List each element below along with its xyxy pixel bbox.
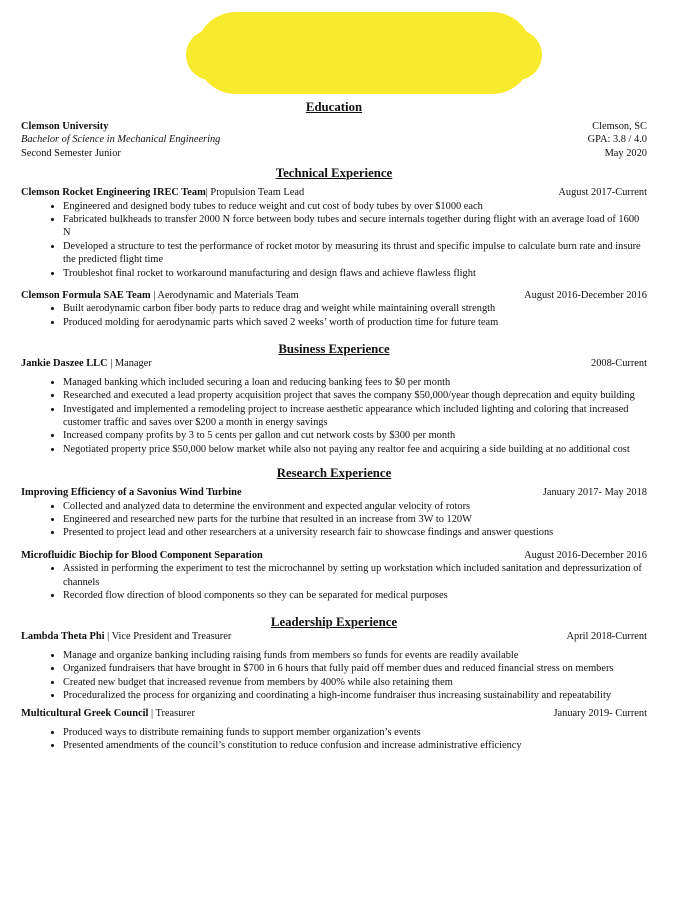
bullet-item: • Managed banking which included securing a loan and reducing banking fees to $0 per month — [63, 376, 647, 389]
bullet-item: • Increased company profits by 3 to 5 cents per gallon and cut network costs by $300 per month — [63, 429, 647, 442]
bullet-item: • Organized fundraisers that have brought in $700 in 6 hours that fully paid off member dues and reduced financial stress on members — [63, 662, 647, 675]
bullet-item: • Assisted in performing the experiment to test the microchannel by setting up workstation which included sanitation and depressurization of channels — [63, 562, 647, 589]
entry-org: Microfluidic Biochip for Blood Component Separation — [21, 549, 263, 561]
entry-date: August 2016-December 2016 — [524, 290, 647, 302]
entry-date: August 2017-Current — [558, 187, 647, 199]
entry-role: | Aerodynamic and Materials Team — [153, 290, 299, 302]
bullet-list — [21, 200, 647, 280]
entry-role: | Vice President and Treasurer — [107, 631, 232, 643]
entry-org: Clemson Formula SAE Team — [21, 290, 151, 302]
bullet-item: • Built aerodynamic carbon fiber body parts to reduce drag and weight while maintaining overall strength — [63, 302, 647, 315]
entry-org: Clemson Rocket Engineering IREC Team — [21, 187, 206, 199]
entry-date: April 2018-Current — [566, 631, 647, 643]
research-entry — [21, 549, 647, 603]
entry-role: | Manager — [110, 358, 152, 370]
name-redaction-highlight — [196, 12, 532, 94]
bullet-item: • Troubleshot final rocket to workaround manufacturing and design flaws and achieve flawless flight — [63, 267, 647, 280]
bullet-item: • Negotiated property price $50,000 below market while also not paying any realtor fee and acquiring a side building at no additional cost — [63, 443, 647, 456]
resume-content — [21, 99, 647, 753]
technical-entry — [21, 289, 647, 329]
bullet-item: • Produced ways to distribute remaining funds to support member organization’s events — [63, 726, 647, 739]
leadership-entry — [21, 707, 647, 752]
entry-org: Improving Efficiency of a Savonius Wind Turbine — [21, 487, 242, 499]
bullet-item: • Produced molding for aerodynamic parts which saved 2 weeks’ worth of production time for future team — [63, 316, 647, 329]
bullet-list — [21, 302, 647, 329]
entry-role: | Propulsion Team Lead — [205, 187, 305, 199]
bullet-item: • Collected and analyzed data to determine the environment and expected angular velocity of rotors — [63, 500, 647, 513]
bullet-list — [21, 726, 647, 753]
bullet-item: • Manage and organize banking including raising funds from members so funds for events are readily available — [63, 649, 647, 662]
bullet-item: • Researched and executed a lead property acquisition project that saves the company $50,000/year though deprecation and equity building — [63, 389, 647, 402]
class-standing: Second Semester Junior — [21, 147, 121, 159]
technical-heading: Technical Experience — [275, 166, 393, 181]
entry-date: 2008-Current — [591, 358, 647, 370]
degree: Bachelor of Science in Mechanical Engineering — [21, 134, 221, 146]
entry-org: Lambda Theta Phi — [21, 631, 105, 643]
research-heading: Research Experience — [276, 466, 392, 481]
research-entry — [21, 486, 647, 540]
bullet-item: • Proceduralized the process for organizing and coordinating a high-income fundraiser thus increasing sustainability and repeatability — [63, 689, 647, 702]
education-left — [21, 120, 220, 160]
bullet-item: • Engineered and designed body tubes to reduce weight and cut cost of body tubes by over $1000 each — [63, 200, 647, 213]
business-entry — [21, 357, 647, 456]
school-location: Clemson, SC — [592, 121, 647, 132]
bullet-list — [21, 562, 647, 602]
business-heading: Business Experience — [278, 342, 390, 357]
bullet-item: • Recorded flow direction of blood components so they can be separated for medical purposes — [63, 589, 647, 602]
entry-date: January 2019- Current — [553, 708, 647, 720]
gpa: GPA: 3.8 / 4.0 — [587, 134, 647, 146]
leadership-heading: Leadership Experience — [270, 615, 398, 630]
graduation-date: May 2020 — [604, 147, 647, 159]
bullet-item: • Investigated and implemented a remodeling project to increase aesthetic appearance which included lighting and coloring that increased customer traffic and saves over $200 a month in energy savings — [63, 403, 647, 430]
entry-date: January 2017- May 2018 — [542, 487, 647, 499]
entry-org: Multicultural Greek Council — [21, 708, 149, 720]
school-name: Clemson University — [21, 121, 109, 132]
entry-org: Jankie Daszee LLC — [21, 358, 108, 370]
education-right — [588, 120, 647, 160]
bullet-item: • Presented to project lead and other researchers at a university research fair to showcase findings and answer questions — [63, 526, 647, 539]
bullet-list — [21, 500, 647, 540]
bullet-list — [21, 649, 647, 703]
bullet-item: • Created new budget that increased revenue from members by 400% while also retaining them — [63, 676, 647, 689]
education-heading: Education — [305, 100, 363, 114]
entry-date: August 2016-December 2016 — [524, 549, 647, 561]
bullet-item: • Fabricated bulkheads to transfer 2000 N force between body tubes and secure internals together during flight with an average load of 1600 N — [63, 213, 647, 240]
entry-role: | Treasurer — [151, 708, 195, 720]
leadership-entry — [21, 630, 647, 702]
education-block — [21, 120, 647, 160]
technical-entry — [21, 186, 647, 280]
bullet-item: • Presented amendments of the council’s constitution to reduce confusion and increase administrative efficiency — [63, 739, 647, 752]
bullet-item: • Developed a structure to test the performance of rocket motor by measuring its thrust and specific impulse to calculate burn rate and insure the predicted flight time — [63, 240, 647, 267]
bullet-list — [21, 376, 647, 456]
bullet-item: • Engineered and researched new parts for the turbine that resulted in an increase from 3W to 120W — [63, 513, 647, 526]
